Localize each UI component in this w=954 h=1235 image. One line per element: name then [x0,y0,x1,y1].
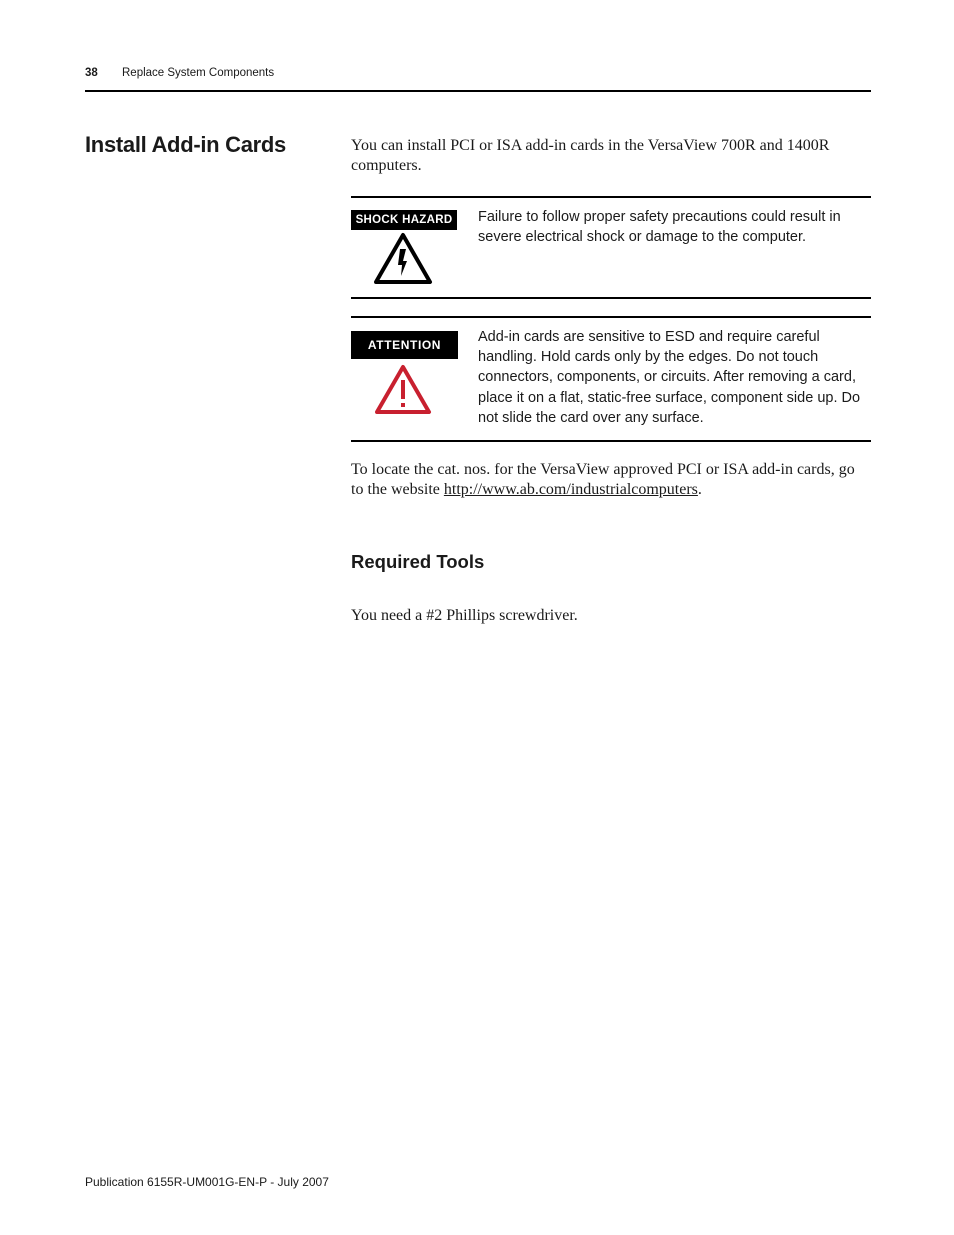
locate-paragraph [351,460,866,500]
attention-label: ATTENTION [351,331,458,359]
locate-period: . [697,481,702,498]
page-header [85,66,871,92]
subsection-title: Required Tools [351,551,485,572]
intro-paragraph: You can install PCI or ISA add-in cards in the VersaView 700R and 1400R computers. [351,137,830,174]
shock-hazard-text: Failure to follow proper safety precautions could result in severe electrical shock or damage to the computer. [478,209,841,246]
electrical-shock-icon [373,232,433,286]
shock-hazard-notice [351,196,871,299]
section-title: Install Add-in Cards [85,132,286,157]
website-link[interactable]: http://www.ab.com/industrialcomputers [443,481,698,498]
shock-hazard-label: SHOCK HAZARD [351,210,457,230]
required-tools-text: You need a #2 Phillips screwdriver. [351,607,578,624]
attention-text: Add-in cards are sensitive to ESD and require careful handling. Hold cards only by the edges. Do not touch connectors, components, or circuits. After removing a card, place it on a flat, static-free surface, component side up. Do not slide the card over any surface. [478,329,861,426]
running-title: Replace System Components [122,67,275,79]
publication-footer: Publication 6155R-UM001G-EN-P - July 2007 [85,1175,329,1189]
attention-notice [351,316,871,442]
locate-text: To locate the cat. nos. for the VersaView approved PCI or ISA add-in cards, go to the website [351,461,855,498]
exclamation-warning-icon [374,364,432,416]
page-number: 38 [85,67,98,79]
